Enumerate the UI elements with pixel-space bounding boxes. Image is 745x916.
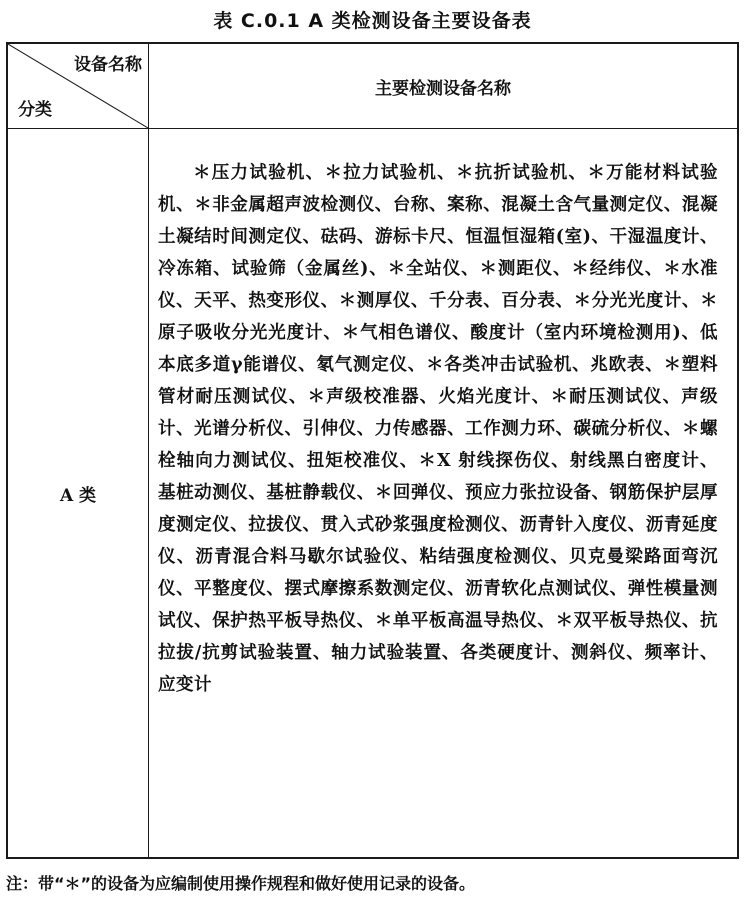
table-footnote: 注：带“＊”的设备为应编制使用操作规程和做好使用记录的设备。	[6, 874, 476, 893]
header-equipment-name-label: 设备名称	[74, 55, 142, 75]
table-title: 表 C.0.1 A 类检测设备主要设备表	[213, 10, 532, 32]
column-divider	[148, 44, 149, 857]
diagonal-header-cell	[8, 44, 148, 128]
equipment-list-text: ＊压力试验机、＊拉力试验机、＊抗折试验机、＊万能材料试验机、＊非金属超声波检测仪、台称、案称、混凝土含气量测定仪、混凝土凝结时间测定仪、砝码、游标卡尺、恒温恒湿箱(室)、干湿温度计、冷冻箱、试验筛（金属丝)、＊全站仪、＊测距仪、＊经纬仪、＊水准仪、天平、热变形仪、＊测厚仪、千分表、百分表、＊分光光度计、＊原子吸收分光光度计、＊气相色谱仪、酸度计（室内环境检测用)、低本底多道γ能谱仪、氡气测定仪、＊各类冲击试验机、兆欧表、＊塑料管材耐压测试仪、＊声级校准器、火焰光度计、＊耐压测试仪、声级计、光谱分析仪、引伸仪、力传感器、工作测力环、碳硫分析仪、＊螺栓轴向力测试仪、扭矩校准仪、＊X 射线探伤仪、射线黑白密度计、基桩动测仪、基桩静载仪、＊回弹仪、预应力张拉设备、钢筋保护层厚度测定仪、拉拔仪、贯入式砂浆强度检测仪、沥青针入度仪、沥青延度仪、沥青混合料马歇尔试验仪、粘结强度检测仪、贝克曼梁路面弯沉仪、平整度仪、摆式摩擦系数测定仪、沥青软化点测试仪、弹性模量测试仪、保护热平板导热仪、＊单平板高温导热仪、＊双平板导热仪、抗拉拔/抗剪试验装置、轴力试验装置、各类硬度计、测斜仪、频率计、应变计	[158, 163, 718, 695]
header-category-label: 分类	[18, 100, 52, 120]
header-main-equipment: 主要检测设备名称	[375, 78, 511, 99]
category-cell: A 类	[59, 485, 97, 506]
